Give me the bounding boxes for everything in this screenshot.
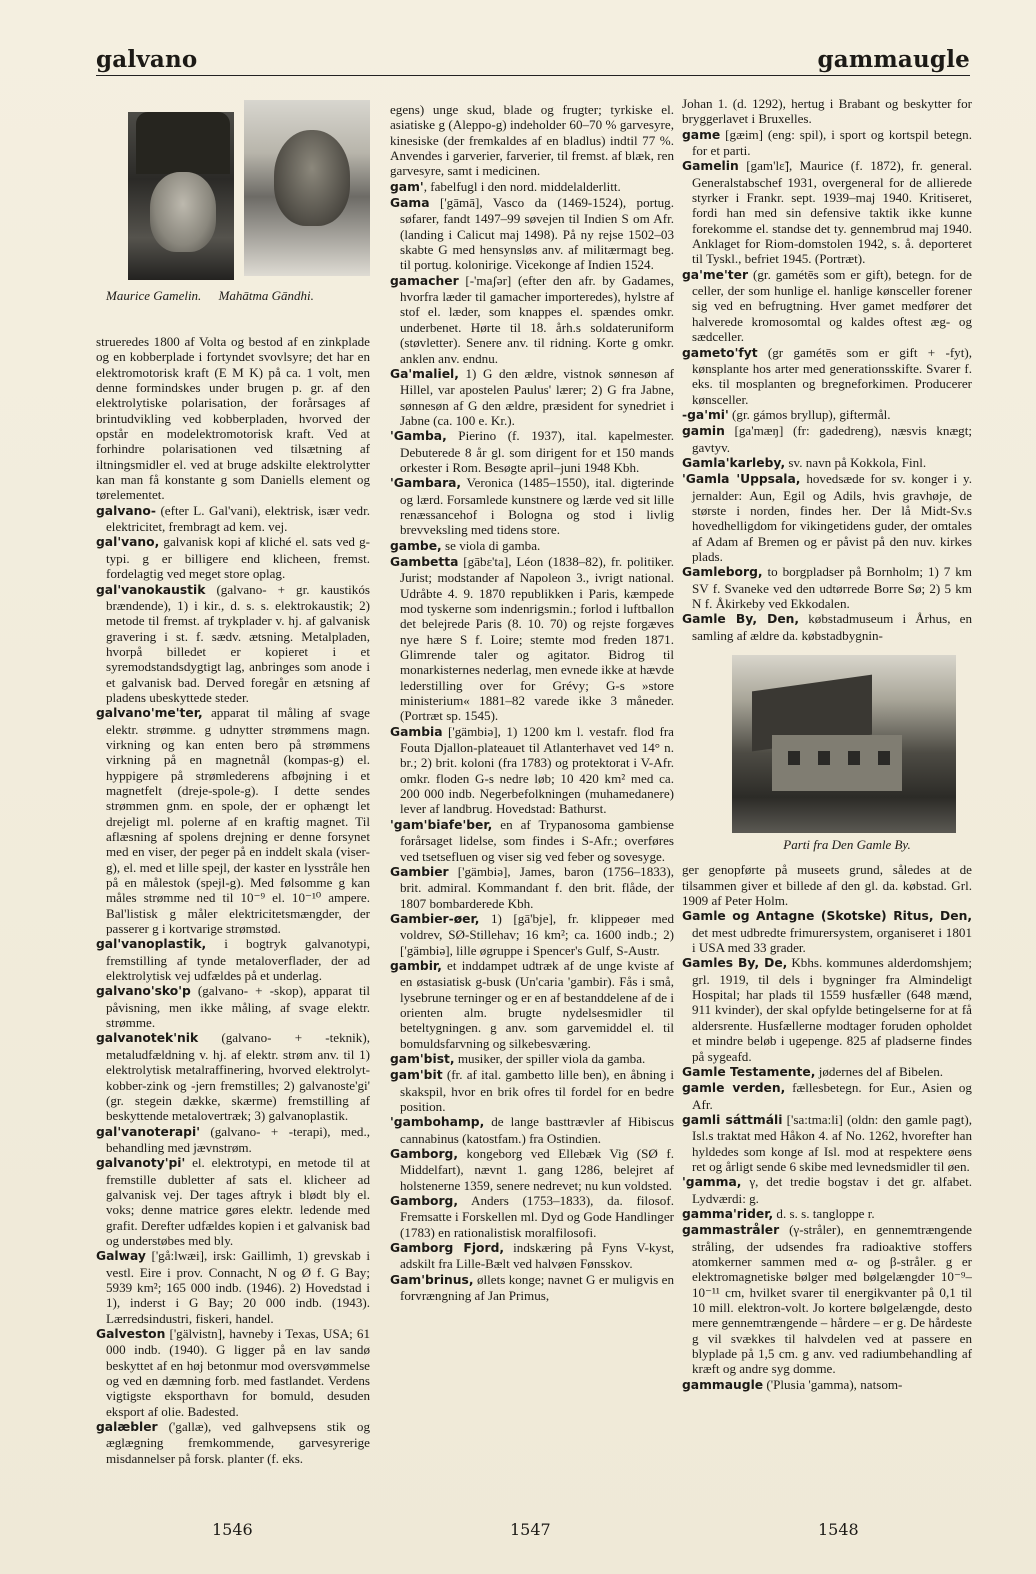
entry-headword: gameto'fyt [682,345,758,360]
entry-definition: indskæring på Fyns V-kyst, adskilt fra Lille-Bælt ved halvøen Fønsskov. [400,1240,674,1272]
continued-text: Johan 1. (d. 1292), hertug i Brabant og beskytter for bryggerlavet i Bruxelles. [682,96,972,127]
dictionary-entry [682,955,972,1063]
dictionary-entry [96,705,370,936]
dictionary-entry [682,423,972,455]
house-window [878,751,890,765]
dictionary-entry [682,1206,972,1222]
entry-definition: galvanisk kopi af kliché el. sats ved g-typi. g er billigere end klicheen, fremst. fordelagtig ved meget store oplag. [106,534,370,582]
entry-headword: Galveston [96,1327,166,1341]
entry-definition: ['gämbiə], 1) 1200 km l. vestafr. flod fra Fouta Djallon-plateauet til Atlanterhavet ved 14° n. br.; 2) brit. koloni (fra 1783) og protektorat i V-Afr. omkr. floden G-s nedre løb; 10 420 km² med ca. 200 000 indb. Negerbefolkningen (muhamedanere) lever af landbrug. Hovedstad: Bathurst. [400,723,674,817]
entry-definition: hovedsæde for sv. konger i y. jernalder: Aun, Egil og Adils, hvis gravhøje, de største i norden, findes her. Der lå Midt-Sv.s hovedhelligdom for vikingetidens guder, der omtales af Adam af Bremen og er påvist på den nuv. kirkes plads. [692,471,972,564]
entry-definition: [-'maʃər] (efter den afr. by Gadames, hvorfra læder til gamacher importeredes), hylstre af stof el. læder, som knappes el. spændes omkr. underbenet. Hørte til 18. årh.s soldateruniform (støvletter). Senere anv. til ridning. Korte g omkr. anklen anv. endnu. [400,272,674,366]
dictionary-entry [96,936,370,983]
entry-definition: [gam'lɛ̃], Maurice (f. 1872), fr. general. Generalstabschef 1931, overgeneral for de allierede styrker i Frankr. sept. 1939–maj 1940. Kritiseret, fordi han med sin defensive taktik ikke kunne forekomme el. standse det ty. gennembrud maj 1940. Anklaget for Riom-domstolen 1942, s. å. deporteret til Tyskl., befriet 1945. (Portræt). [692,158,972,267]
dictionary-entry [390,1193,674,1240]
dictionary-entry [682,455,972,471]
entry-definition: Kbhs. kommunes alderdomshjem; grl. 1919, til dels i bygninger fra Almindeligt Hospital; har plads til 1559 husfæller (648 mænd, 911 kvinder), der skal opfylde betingelserne for at få aldersrente. Husfællerne modtager foruden opholdet et mindre beløb i ugepenge. 825 af pladserne findes på sygeafd. [692,955,972,1064]
entry-definition: ['gämbiə], James, baron (1756–1833), brit. admiral. Kommandant f. den brit. flåde, der 1807 bombarderede Kbh. [400,863,674,911]
entry-definition: i bogtryk galvanotypi, fremstilling af tynde metaloverflader, der ad elektrolytisk vej udfældes på et underlag. [106,936,370,984]
dictionary-entry [390,1146,674,1193]
dictionary-entry [96,534,370,581]
entry-definition: sv. navn på Kokkola, Finl. [785,454,927,470]
caption-gamelin: Maurice Gamelin. [106,288,202,303]
entry-headword: galæbler [96,1420,158,1435]
entry-list [682,127,972,643]
continued-text: ger genopførte på museets grund, således at de tilsammen giver et billede af den gl. da. købstad. Grl. 1909 af Peter Holm. [682,862,972,909]
entry-headword: Gamla'karleby, [682,455,786,470]
entry-headword: gammaugle [682,1377,764,1392]
header-last-word: gammaugle [817,46,970,73]
entry-definition: det mest udbredte frimurersystem, organiseret i 1801 i USA med 33 grader. [692,924,972,956]
dictionary-entry [390,958,674,1051]
entry-definition: Pierino (f. 1937), ital. kapelmester. Debuterede 8 år gl. som dirigent for et 150 mands orkester i Rom. Besøgte april–juni 1948 Kbh. [400,428,674,475]
dictionary-entry [390,817,674,864]
entry-headword: gamin [682,424,725,439]
portrait-photos [96,92,370,328]
entry-list [96,503,370,1466]
entry-headword: ga'me'ter [682,267,749,282]
entry-definition: (gr gamétēs som er gift + -fyt), kønsplante hos arter med generationsskifte. Svarer f. eks. til mosplanten og bregneforkimen. Producerer kønsceller. [692,344,972,407]
dictionary-entry [682,1112,972,1174]
entry-headword: gamacher [390,273,459,288]
entry-definition: apparat til måling af svage elektr. strømme. g udnytter strømmens magn. virkning og kan enten bero på strømmens virkning på en magnetnål (kompas-g) el. hyppigere på strømlederens afbøjning i et magnetfelt (dreje-spole-g). I dette sendes strømmen gnm. en spole, der er ophængt let drejeligt ml. polerne af en kraftig magnet. Til aflæsning af spolens drejning er denne forsynet med en viser, der peger på en inddelt skala (viser-g), el. med et lille spejl, der kaster en lysstråle hen på en målestok (spejl-g). Med følsomme g kan måles strømme ned til 10⁻⁹ el. 10⁻¹⁰ ampere. Bal'listisk g måler elektricitetsmængder, der passerer g i kortvarige strømstød. [106,705,370,937]
entry-headword: Gamelin [682,159,739,174]
dictionary-entry [682,127,972,159]
dictionary-entry [390,864,674,911]
entry-headword: 'Gamla 'Uppsala, [682,472,801,487]
dictionary-entry [682,471,972,564]
entry-definition: 1) G den ældre, vistnok sønnesøn af Hillel, var apostelen Paulus' lærer; 2) G fra Jabne, sønnesøn af G den ældre, præsident for synedriet i Jabne (ca. 100 e. Kr.). [400,365,674,428]
dictionary-entry [390,1051,674,1067]
entry-headword: gal'vanoterapi' [96,1124,200,1139]
dictionary-entry [390,475,674,537]
entry-headword: galvano'me'ter, [96,706,203,721]
dictionary-entry [682,407,972,423]
entry-headword: 'gambohamp, [390,1115,485,1130]
column-3 [682,96,972,1516]
entry-headword: Gamle Testamente, [682,1064,816,1079]
entry-headword: game [682,127,721,142]
entry-headword: galvano- [96,503,156,518]
dictionary-entry [682,158,972,266]
entry-headword: -ga'mi' [682,407,729,422]
dictionary-entry [96,1124,370,1156]
entry-definition: købstadmuseum i Århus, en samling af ældre da. købstadbygnin- [692,611,972,643]
entry-definition: fællesbetegn. for Eur., Asien og Afr. [692,1080,972,1112]
entry-definition: ['gå:lwæi], irsk: Gaillimh, 1) grevskab i vestl. Eire i prov. Connacht, N og Ø f. G Bay; 5939 km²; 165 000 indb. (1946). 2) Hovedstad i 1), inderst i G Bay; 20 000 indb. (1943). Lærredsindustri, fiskeri, handel. [106,1248,370,1326]
dictionary-entry [682,1377,972,1393]
entry-headword: gamle verden, [682,1081,786,1096]
dictionary-entry [682,1174,972,1206]
dictionary-entry [682,1080,972,1112]
page-number: 1548 [818,1520,859,1539]
header-first-word: galvano [96,46,198,73]
dictionary-entry [390,1067,674,1114]
entry-headword: gal'vanoplastik, [96,937,207,952]
entry-definition: ['sa:tma:li] (oldn: den gamle pagt), Isl.s traktat med Håkon 4. af No. 1262, hvorefter han hyldedes som konge af Isl. mod at respektere øens ret og årligt sende 6 skibe med levnedsmidler til øen. [692,1111,972,1174]
kepi-cap [136,112,230,174]
entry-headword: Gambia [390,724,443,739]
dictionary-entry [682,267,972,345]
dictionary-entry [96,1248,370,1326]
entry-headword: gambe, [390,538,442,553]
entry-definition: Anders (1753–1833), da. filosof. Fremsatte i Forskellen ml. Dyd og Gode Handlinger (1783) en rationalistisk moralfilosofi. [400,1193,674,1240]
running-header [96,40,970,76]
entry-definition: [gābɛ'ta], Léon (1838–82), fr. politiker. Jurist; modstander af Napoleon 3., ivrigt national. Udråbte 4. 9. 1870 republikken i Paris, kæmpede mod tyskerne som indenrigsmin.; forlod i luftballon det belejrede Paris (8. 10. 70) og rejste forgæves nye hære S f. Loire; stemte mod freden 1871. Glimrende taler og agitator. Bidrog til monarkisternes nederlag, men evnede ikke at hævde lederstilling over for Grévy; G-s »store ministerium« 1881–82 varede ikke 3 måneder. (Portræt sp. 1545). [400,553,674,724]
entry-headword: Ga'maliel, [390,366,459,381]
entry-headword: Gambier [390,864,449,879]
page-number: 1547 [510,1520,551,1539]
entry-headword: gam'bit [390,1068,443,1083]
entry-definition: se viola di gamba. [441,537,541,553]
continued-text: strueredes 1800 af Volta og bestod af en zinkplade og en kobberplade i fortyndet svovlsyre; det har en elektromotorisk kraft (E M K) på ca. 1 volt, men denne formindskes under brugen p. gr. af den elektrolytiske polarisation, der forårsages af brintudvikling ved kobberpladen, hvorved der opstår en modelektromotorisk kraft. Ved at forhindre polarisationen ved tilsætning af iltningsmidler el. ved at bruge adskilte elektrolytter kan man få konstante g som Daniells element og tørelementet. [96,334,370,503]
entry-definition: (efter L. Gal'vani), elektrisk, især vedr. elektricitet, frembragt ad kem. vej. [106,502,370,535]
dictionary-entry [96,503,370,535]
entry-definition: , fabelfugl i den nord. middelalderlitt. [423,178,621,194]
entry-headword: 'gamma, [682,1175,742,1190]
dictionary-entry [390,1272,674,1304]
entry-definition: 1) [gā'bje], fr. klippeøer med voldrev, SØ-Stillehav; 16 km²; ca. 1600 indb.; 2) ['gämbiə], lille øgruppe i Spencer's Gulf, S-Austr. [400,910,674,958]
dictionary-entry [96,1155,370,1248]
entry-definition: en af Trypanosoma gambiense forårsaget lidelse, som findes i S-Afr.; overføres ved tsetsefluen og viser sig ved feber og sovesyge. [400,816,674,864]
photo-caption: Parti fra Den Gamle By. [783,837,911,853]
entry-headword: Gamborg Fjord, [390,1241,505,1256]
page-number: 1546 [212,1520,253,1539]
entry-headword: Gam'brinus, [390,1272,474,1287]
dictionary-entry [390,538,674,554]
dictionary-entry [390,554,674,724]
entry-definition: γ, det tredie bogstav i det gr. alfabet. Lydværdi: g. [692,1174,972,1206]
dictionary-entry [96,1030,370,1123]
entry-definition: kongeborg ved Ellebæk Vig (SØ f. Middelfart), nævnt 1. gang 1286, belejret af holstenerne 1359, senere nedrevet; nu kun voldsted. [400,1146,674,1193]
entry-headword: 'gam'biafe'ber, [390,817,493,832]
house-window [848,751,860,765]
entry-list [682,908,972,1393]
dictionary-entry [390,195,674,273]
dictionary-entry [682,564,972,611]
dictionary-entry [96,983,370,1030]
dictionary-entry [390,366,674,428]
entry-headword: Gamle og Antagne (Skotske) Ritus, Den, [682,909,972,924]
entry-definition: (fr. af ital. gambetto lille ben), en åbning i skakspil, hvor en brik ofres til fordel for en bedre position. [400,1067,674,1114]
entry-headword: Gamles By, De, [682,956,788,971]
entry-definition: ('gallæ), ved galhvepsens stik og æglægning fremkommende, garvesyrerige misdannelser på forsk. planter (f. eks. [106,1419,370,1466]
entry-definition: (gr. gámos bryllup), giftermål. [728,406,891,422]
dictionary-entry [390,179,674,195]
gamelin-portrait [128,112,234,280]
entry-headword: Gambier-øer, [390,911,480,926]
dictionary-entry [390,724,674,817]
entry-definition: jødernes del af Bibelen. [815,1063,944,1079]
entry-headword: gal'vanokaustik [96,582,206,597]
entry-headword: gal'vano, [96,535,160,550]
entry-definition: ('Plusia 'gamma), natsom- [763,1376,903,1392]
dictionary-entry [682,908,972,955]
house-window [788,751,800,765]
entry-definition: de lange basttrævler af Hibiscus cannabinus (katostfam.) fra Ostindien. [400,1114,674,1146]
entry-headword: galvanotek'nik [96,1031,199,1046]
dictionary-entry [96,1419,370,1466]
dictionary-entry [390,1114,674,1146]
entry-definition: (γ-stråler), en gennemtrængende stråling, der udsendes fra radioaktive stoffers atomkerner sammen med α- og β-stråler. g er elektromagnetiske bølger med bølgelængder 10⁻⁹–10⁻¹¹ cm, hvilket svarer til energikvanter på 0,1 til 10 mill. elektron-volt. Jo kortere bølgelængde, desto mere gennemtrængende – hårdere – er g. De hårdeste g vil svækkes til halvdelen ved at passere en blyplade på 1,5 cm. g anv. ved radiumbehandling af kræft og andre syg domme. [692,1222,972,1377]
entry-headword: Gambetta [390,554,459,569]
gamelin-face [150,172,216,252]
portrait-captions [106,288,370,303]
entry-definition: (gr. gamétēs som er gift), betegn. for de celler, der som hunlige el. hanlige kønsceller forener sig ved en befrugtning. Hver gamet medfører det halverede kromosomtal og kaldes oftest æg- og sædceller. [692,266,972,345]
entry-headword: galvano'sko'p [96,984,191,999]
entry-definition: et inddampet udtræk af de unge kviste af en østasiatisk g-busk (Un'caria 'gambir). Fås i små, lysebrune terninger og er en af bestanddelene af de i orienten alm. brugte nydelsesmidler til beteltygningen. g anv. som garvemiddel el. til bomuldsfarvning og silkebesværing. [400,957,674,1051]
entry-definition: musiker, der spiller viola da gamba. [454,1050,646,1066]
house-window [818,751,830,765]
entry-definition: [ga'mæŋ] (fr: gadedreng), næsvis knægt; gavtyv. [692,423,972,455]
gandhi-portrait [244,100,370,276]
dictionary-entry [682,1064,972,1080]
entry-headword: 'Gambara, [390,476,462,491]
entry-definition: (galvano- + gr. kaustikós brændende), 1) i kir., d. s. s. elektrokaustik; 2) metode til fremst. af trykplader v. hj. af galvanisk gravering i st. f. sædv. ætsning. Metalpladen, hvorpå billedet er kopieret i et syremodstandsdygtigt lag, anbringes som anode i et galvanisk bad. Derved foregår en ætsning af pladens ubeskyttede steder. [106,581,370,705]
dictionary-entry [390,911,674,958]
dictionary-entry [390,273,674,366]
dictionary-entry [682,345,972,407]
gandhi-face [274,130,350,226]
entry-definition: (galvano- + -skop), apparat til påvisning, men ikke måling, af svage elektr. strømme. [106,983,370,1031]
entry-headword: 'Gamba, [390,429,447,444]
dictionary-entry [682,1222,972,1376]
entry-headword: gamma'rider, [682,1206,774,1221]
dictionary-entry [390,1240,674,1272]
column-2 [390,102,674,1522]
entry-headword: Galway [96,1249,146,1264]
entry-headword: gamli sáttmáli [682,1112,783,1127]
entry-definition: (galvano- + -terapi), med., behandling med jævnstrøm. [106,1123,370,1155]
entry-definition: (galvano- + -teknik), metaludfældning v. hj. af elektr. strøm anv. til 1) elektrolytisk metalraffinering, hvorved elektrolyt-kobber-zink og -jern fremstilles; 2) galvanoste'gi' (gr. stegein dække, skærme) fremstilling af beskyttende metalovertræk; 3) galvanoplastik. [106,1030,370,1124]
entry-definition: ['gälvistn], havneby i Texas, USA; 61 000 indb. (1940). G ligger på en lav sandø beskyttet af en høj betonmur mod oversvømmelse og ved en dæmning forb. med fastlandet. Verdens vigtigste eksporthavn for bomuld, desuden eksport af olie. Badested. [106,1326,370,1419]
dictionary-entry [390,428,674,475]
entry-list [390,179,674,1304]
entry-definition: el. elektrotypi, en metode til at fremstille dubletter af sats el. klicheer ad galvanisk vej. Der tages aftryk i blødt bly el. voks; denne matrice gøres elektr. ledende med grafit. Derefter udfældes kopien i et galvanisk bad og understøbes med bly. [106,1155,370,1248]
column-1 [96,92,370,1512]
entry-headword: Gamborg, [390,1147,458,1162]
entry-headword: galvanoty'pi' [96,1156,186,1171]
entry-headword: Gama [390,196,430,211]
entry-definition: Veronica (1485–1550), ital. digterinde og lærd. Forsamlede kunstnere og lærde ved sit lille renæssancehof i Bologna og stod i livlig brevveksling med tidens store. [400,475,674,538]
dictionary-entry [96,1326,370,1419]
entry-definition: ['gāmā], Vasco da (1469-1524), portug. søfarer, fandt 1497–99 søvejen til Indien S om Afr. (landing i Calicut maj 1498). På ny rejse 1502–03 skabte G med hensynsløs anv. af militærmagt beg. til portug. kolonirige. Vicekonge af Indien 1524. [400,195,674,273]
dictionary-entry [96,582,370,706]
entry-headword: Gamleborg, [682,565,763,580]
entry-headword: gambir, [390,958,442,973]
entry-headword: Gamle By, Den, [682,612,800,627]
continued-text: egens) unge skud, blade og frugter; tyrkiske el. asiatiske g (Aleppo-g) indeholder 60–70 % garvesyre, kinesiske (der fremkaldes af en bladlus) indtil 77 %. Anvendes i garverier, farverier, til fremst. af blæk, ren garvesyre, samt i medicinen. [390,102,674,179]
entry-definition: to borgpladser på Bornholm; 1) 7 km SV f. Svaneke ved den udtørrede Borre Sø; 2) 5 km N f. Åkirkeby ved Ekkodalen. [692,564,972,611]
dictionary-entry [682,611,972,643]
entry-definition: d. s. s. tangloppe r. [773,1205,875,1221]
entry-headword: gammastråler [682,1223,780,1238]
entry-headword: Gamborg, [390,1194,458,1209]
entry-definition: [gæim] (eng: spil), i sport og kortspil betegn. for et parti. [692,126,972,159]
entry-definition: øllets konge; navnet G er muligvis en forvrængning af Jan Primus, [400,1271,674,1304]
caption-gandhi: Mahātma Gāndhi. [218,288,314,303]
den-gamle-by-photo [732,655,956,833]
entry-headword: gam' [390,179,424,194]
entry-headword: gam'bist, [390,1051,455,1066]
